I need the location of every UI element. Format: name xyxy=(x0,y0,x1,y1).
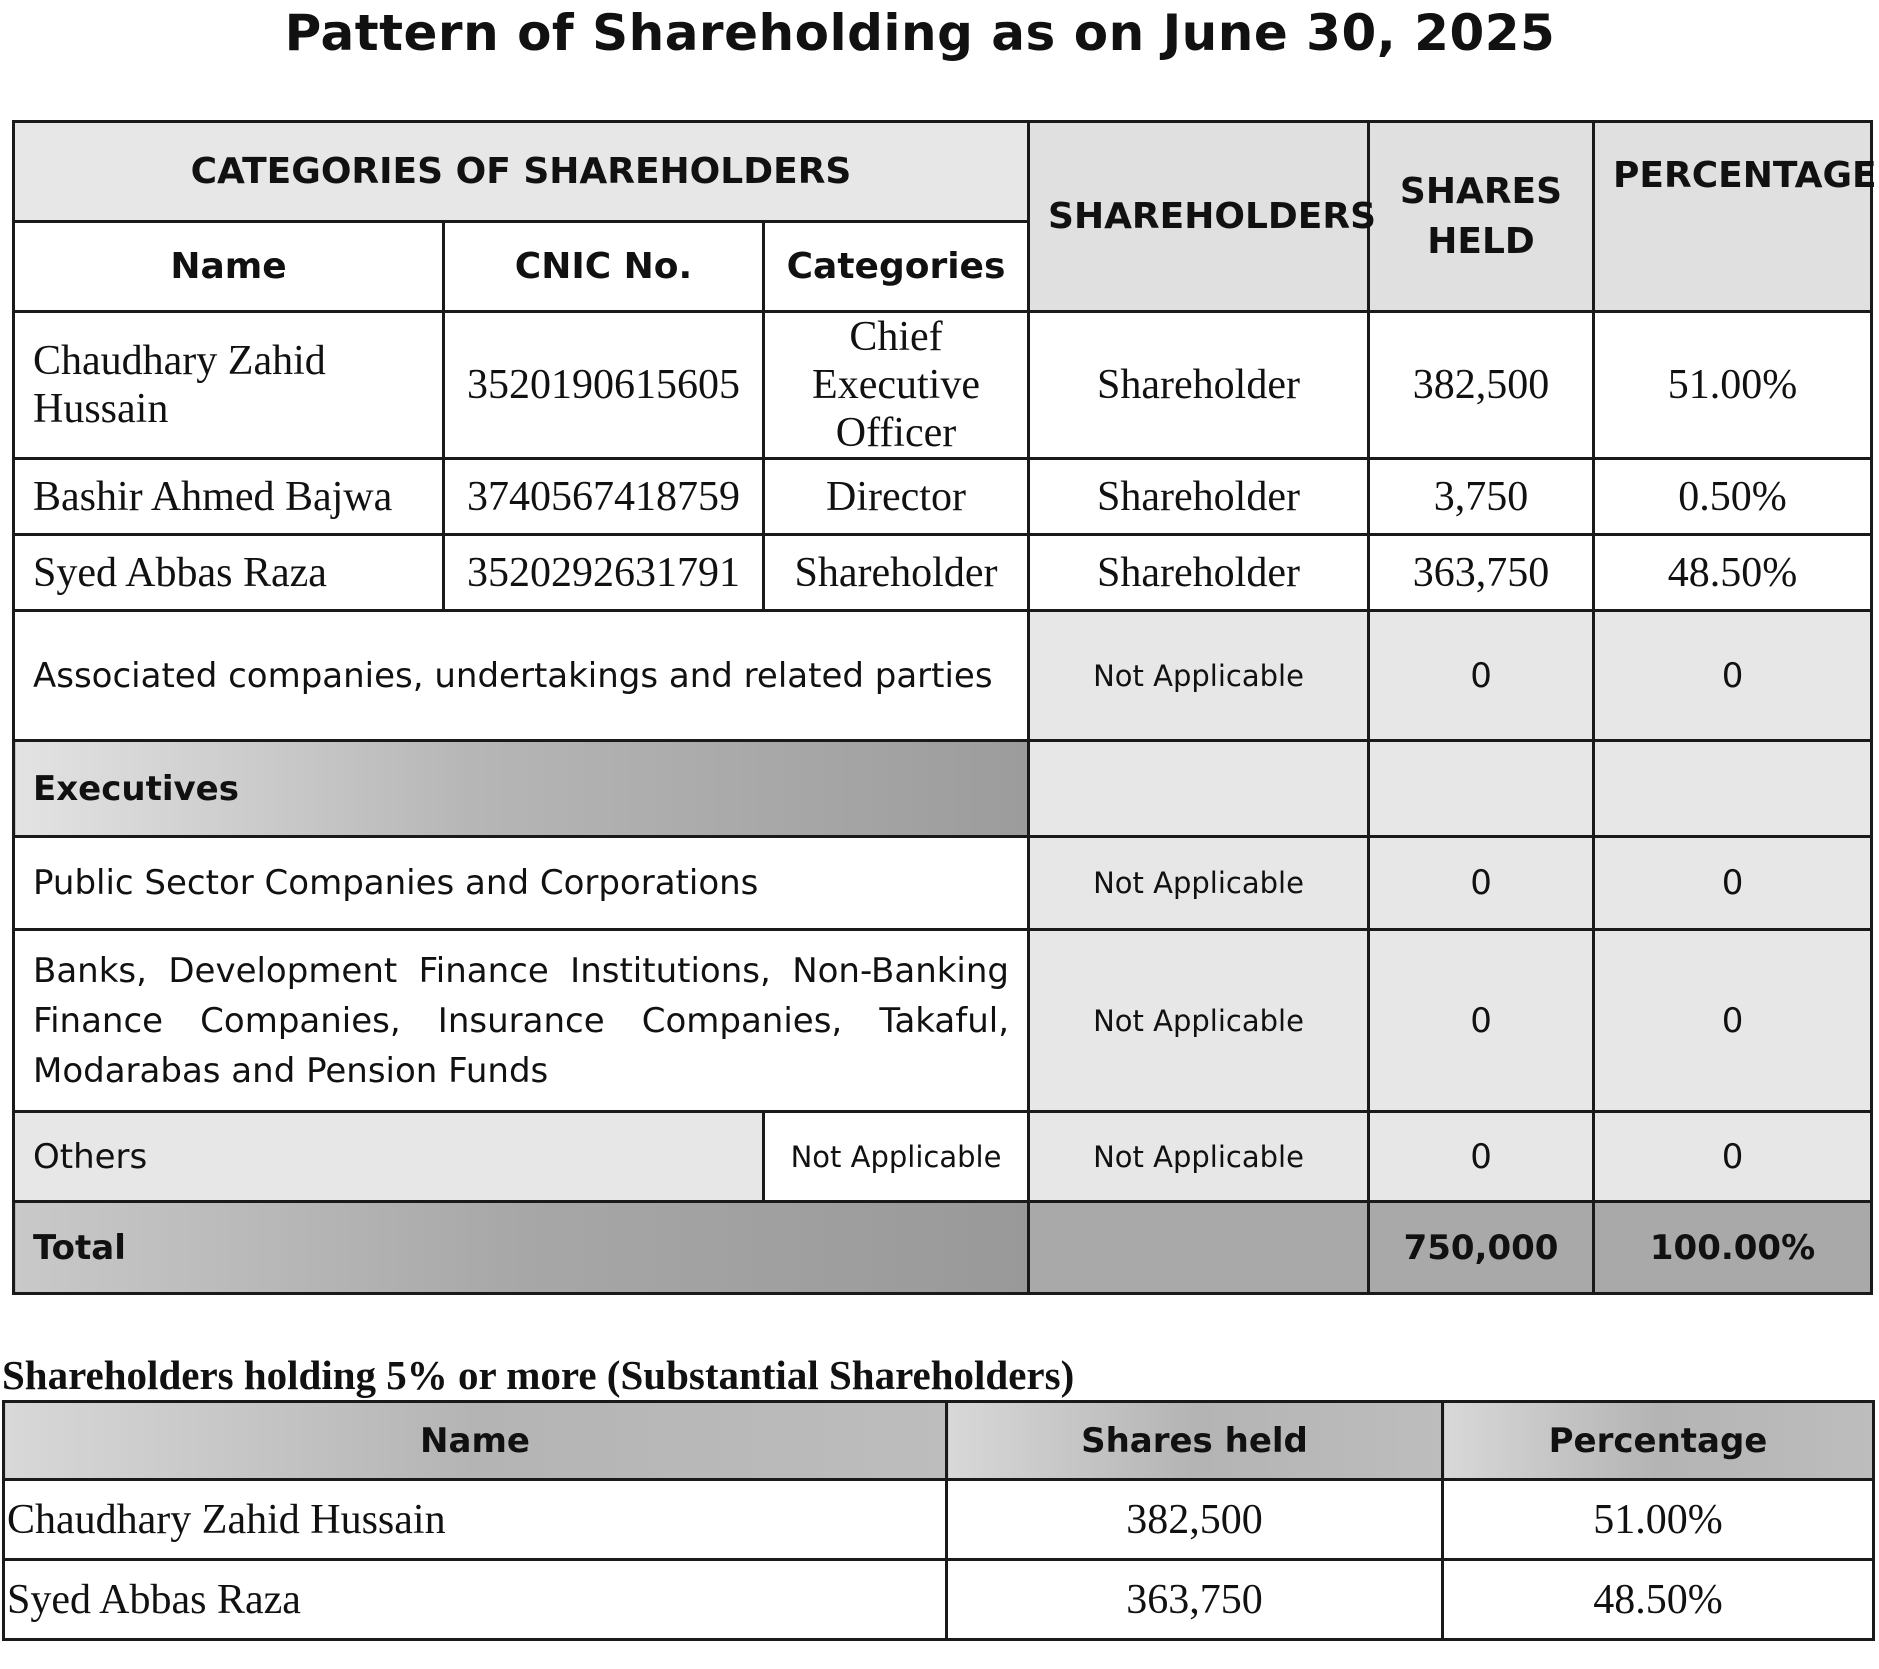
total-percentage: 100.00% xyxy=(1594,1202,1872,1294)
others-label: Others xyxy=(14,1112,764,1202)
director-shares: 363,750 xyxy=(1369,535,1594,611)
table-row xyxy=(14,611,1872,741)
substantial-percentage: 51.00% xyxy=(1443,1480,1874,1560)
table-row xyxy=(14,459,1872,535)
sub-header-percentage: Percentage xyxy=(1443,1402,1874,1480)
table-row xyxy=(14,741,1872,837)
director-percentage: 0.50% xyxy=(1594,459,1872,535)
director-percentage: 48.50% xyxy=(1594,535,1872,611)
substantial-shareholders-table xyxy=(2,1400,1875,1641)
others-percentage: 0 xyxy=(1594,1112,1872,1202)
header-shares-held xyxy=(1369,122,1594,312)
others-category: Not Applicable xyxy=(764,1112,1029,1202)
public-sector-shareholders: Not Applicable xyxy=(1029,837,1369,930)
associated-percentage: 0 xyxy=(1594,611,1872,741)
sub-header-name: Name xyxy=(4,1402,947,1480)
page-title: Pattern of Shareholding as on June 30, 2025 xyxy=(284,4,1556,62)
associated-label: Associated companies, undertakings and related parties xyxy=(14,611,1029,741)
banks-shareholders: Not Applicable xyxy=(1029,930,1369,1112)
substantial-percentage: 48.50% xyxy=(1443,1560,1874,1640)
table-row xyxy=(14,1112,1872,1202)
associated-shares: 0 xyxy=(1369,611,1594,741)
director-shareholder: Shareholder xyxy=(1029,535,1369,611)
table-row xyxy=(4,1560,1874,1640)
substantial-shares: 382,500 xyxy=(947,1480,1443,1560)
director-shareholder: Shareholder xyxy=(1029,459,1369,535)
header-shares-held-label: SHARES HELD xyxy=(1399,170,1563,262)
header-categories: Categories xyxy=(764,222,1029,312)
director-cnic: 3520190615605 xyxy=(444,312,764,459)
director-category: Director xyxy=(764,459,1029,535)
substantial-name: Chaudhary Zahid Hussain xyxy=(4,1480,947,1560)
executives-shares xyxy=(1369,741,1594,837)
executives-percentage xyxy=(1594,741,1872,837)
substantial-name: Syed Abbas Raza xyxy=(4,1560,947,1640)
shareholding-pattern-table xyxy=(12,120,1877,1295)
associated-shareholders: Not Applicable xyxy=(1029,611,1369,741)
director-shareholder: Shareholder xyxy=(1029,312,1369,459)
director-name: Syed Abbas Raza xyxy=(14,535,444,611)
total-label: Total xyxy=(14,1202,1029,1294)
substantial-shareholders-title: Shareholders holding 5% or more (Substantial Shareholders) xyxy=(2,1352,1075,1398)
public-sector-label: Public Sector Companies and Corporations xyxy=(14,837,1029,930)
others-shares: 0 xyxy=(1369,1112,1594,1202)
header-name: Name xyxy=(14,222,444,312)
executives-label: Executives xyxy=(14,741,1029,837)
table-row xyxy=(14,312,1872,459)
others-shareholders: Not Applicable xyxy=(1029,1112,1369,1202)
table-row xyxy=(14,535,1872,611)
director-cnic: 3740567418759 xyxy=(444,459,764,535)
header-percentage: PERCENTAGE xyxy=(1594,122,1872,312)
total-shareholders xyxy=(1029,1202,1369,1294)
public-sector-shares: 0 xyxy=(1369,837,1594,930)
director-percentage: 51.00% xyxy=(1594,312,1872,459)
director-cnic: 3520292631791 xyxy=(444,535,764,611)
banks-percentage: 0 xyxy=(1594,930,1872,1112)
table-row xyxy=(14,930,1872,1112)
banks-shares: 0 xyxy=(1369,930,1594,1112)
banks-label: Banks, Development Finance Institutions, Non-Banking Finance Companies, Insurance Companies, Takaful, Modarabas and Pension Funds xyxy=(14,930,1029,1112)
director-shares: 382,500 xyxy=(1369,312,1594,459)
total-shares: 750,000 xyxy=(1369,1202,1594,1294)
header-categories-of-shareholders: CATEGORIES OF SHAREHOLDERS xyxy=(14,122,1029,222)
director-category: Chief Executive Officer xyxy=(764,312,1029,459)
sub-header-shares: Shares held xyxy=(947,1402,1443,1480)
director-category: Shareholder xyxy=(764,535,1029,611)
table-row-total xyxy=(14,1202,1872,1294)
substantial-shares: 363,750 xyxy=(947,1560,1443,1640)
director-shares: 3,750 xyxy=(1369,459,1594,535)
header-cnic: CNIC No. xyxy=(444,222,764,312)
director-name: Bashir Ahmed Bajwa xyxy=(14,459,444,535)
table-row xyxy=(4,1480,1874,1560)
director-name: Chaudhary Zahid Hussain xyxy=(14,312,444,459)
header-shareholders: SHAREHOLDERS xyxy=(1029,122,1369,312)
executives-shareholders xyxy=(1029,741,1369,837)
table-row xyxy=(14,837,1872,930)
public-sector-percentage: 0 xyxy=(1594,837,1872,930)
